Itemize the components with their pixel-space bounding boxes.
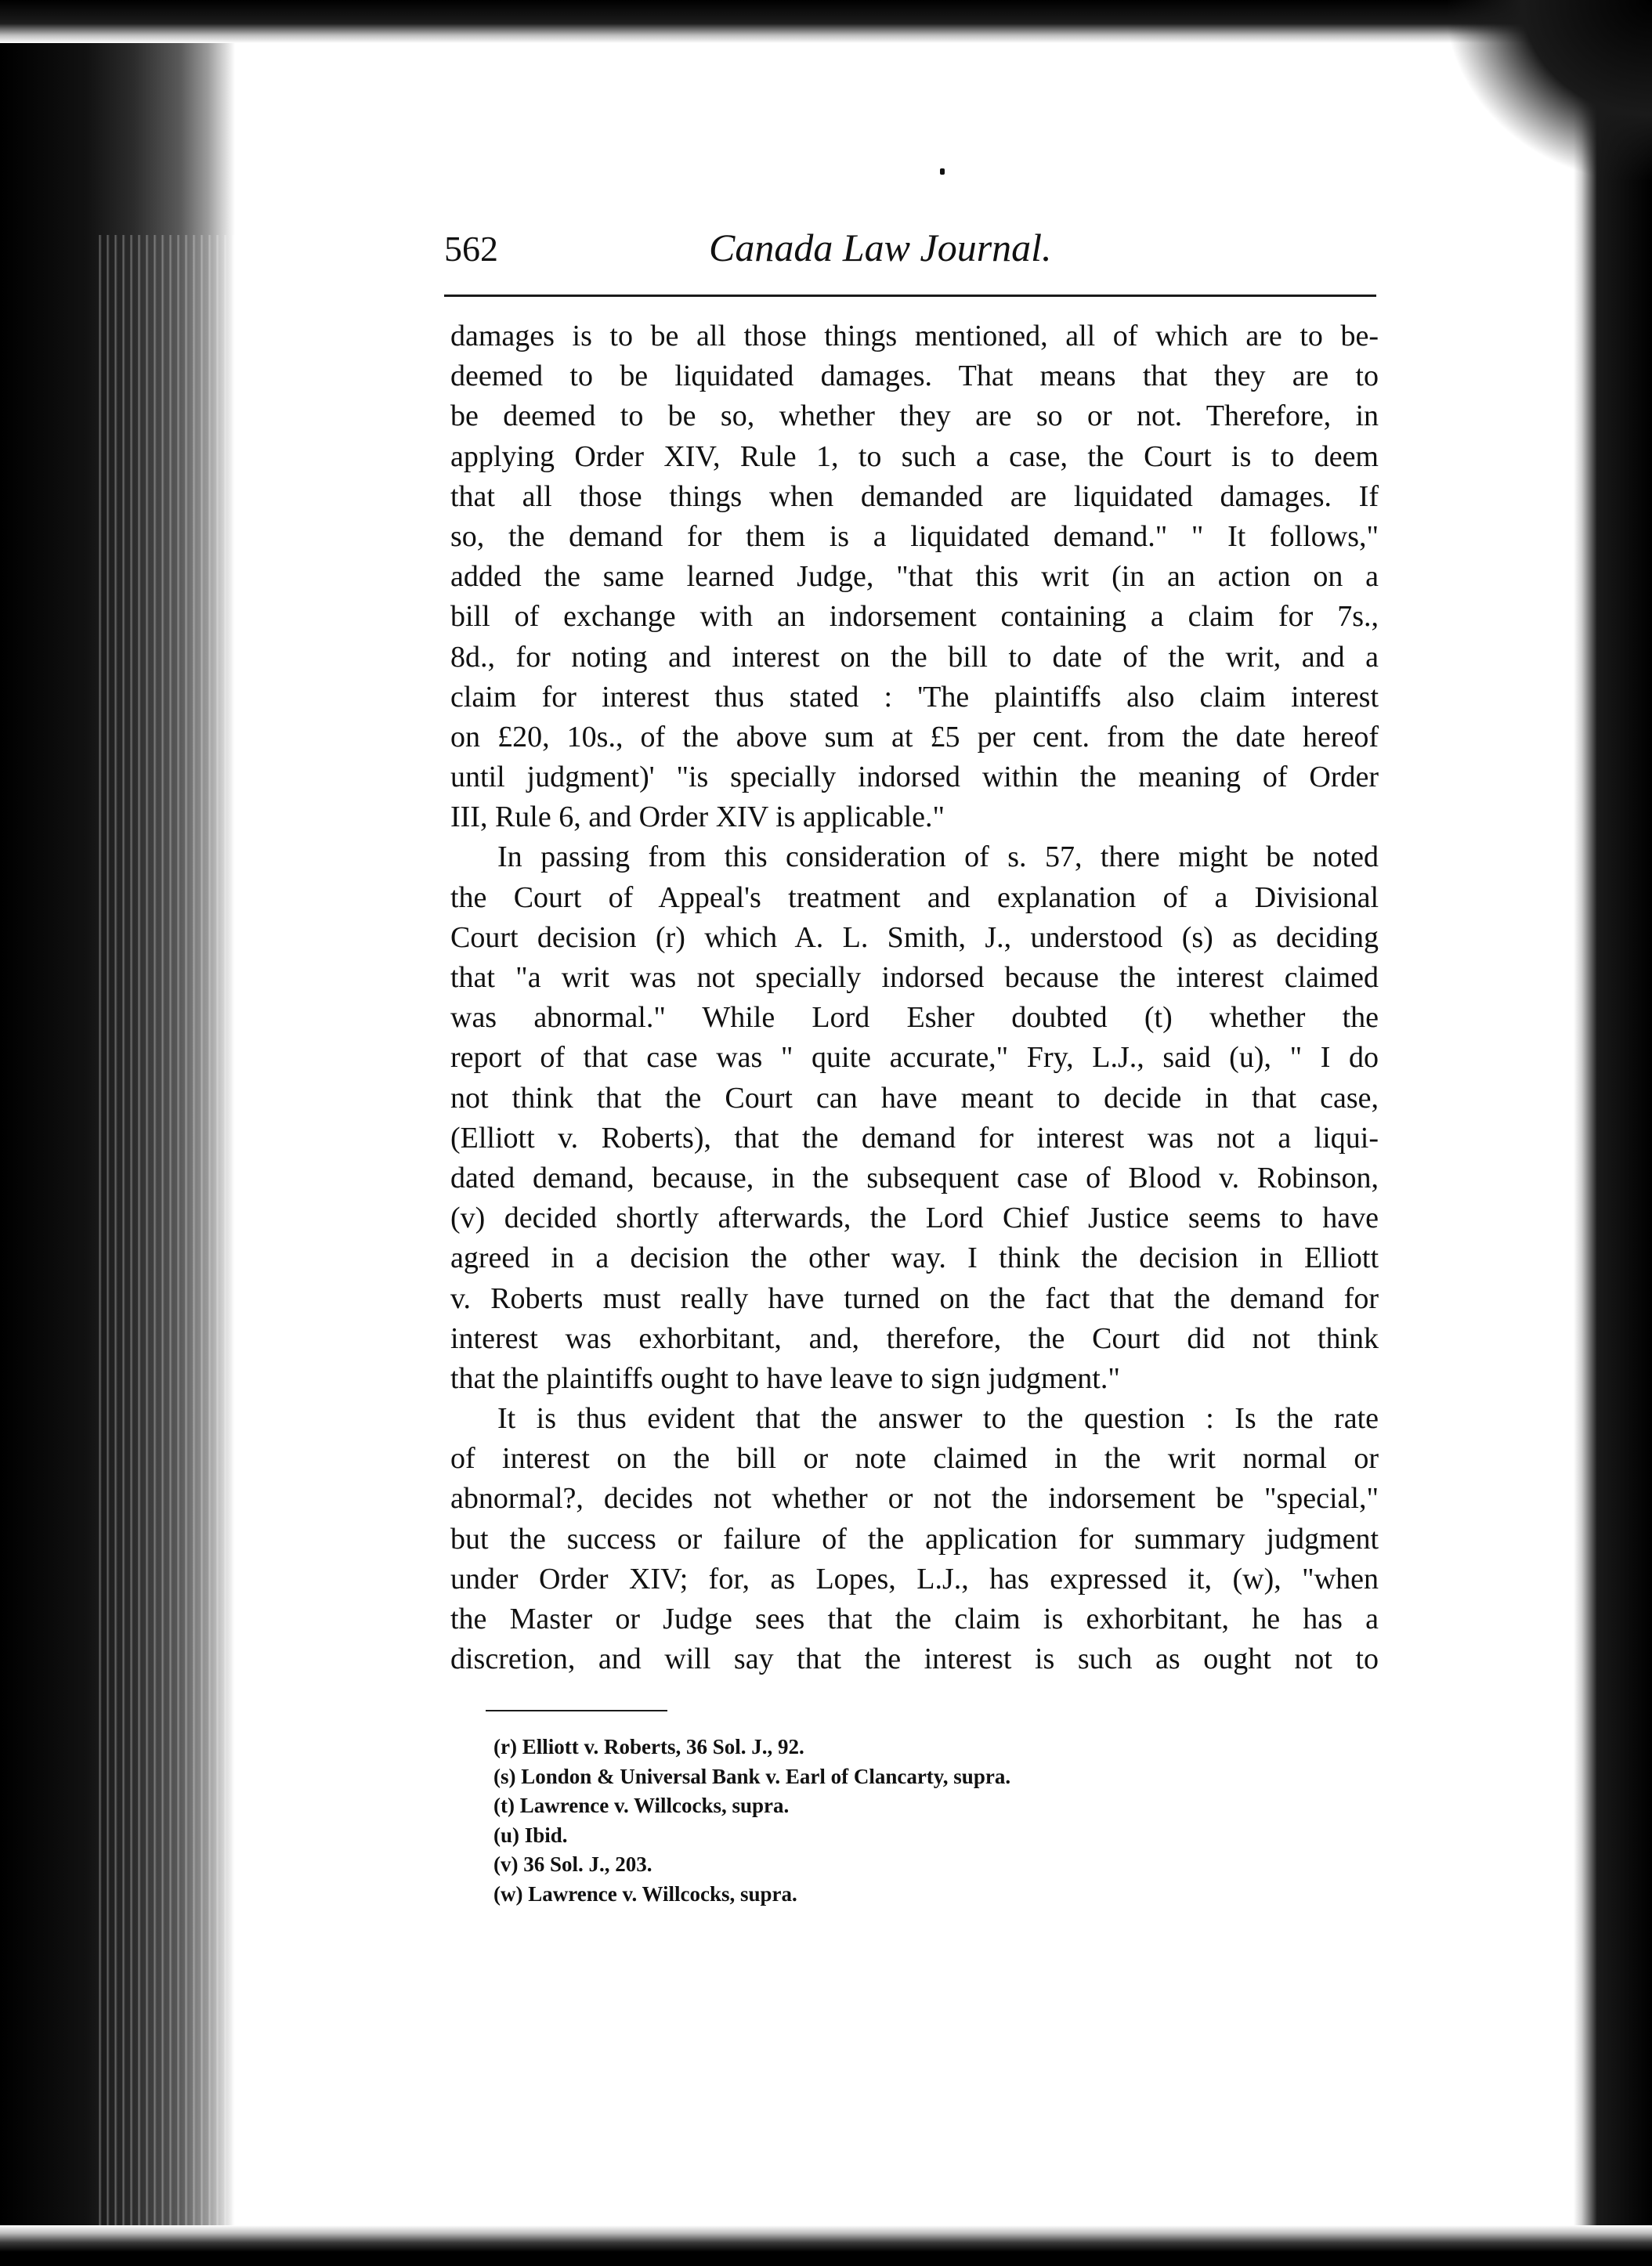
body-line: the Court of Appeal's treatment and explanation of a Divisional xyxy=(450,880,1379,914)
body-line: agreed in a decision the other way. I think the decision in Elliott xyxy=(450,1241,1379,1275)
body-line: under Order XIV; for, as Lopes, L.J., has expressed it, (w), "when xyxy=(450,1562,1379,1596)
body-line: of interest on the bill or note claimed in the writ normal or xyxy=(450,1442,1379,1476)
top-edge-shadow xyxy=(0,0,1652,43)
body-line: added the same learned Judge, "that this writ (in an action on a xyxy=(450,560,1379,594)
body-line: damages is to be all those things mentioned, all of which are to be- xyxy=(450,320,1379,352)
body-line: claim for interest thus stated : 'The plaintiffs also claim interest xyxy=(450,680,1379,714)
body-line: report of that case was " quite accurate," Fry, L.J., said (u), " I do xyxy=(450,1041,1379,1075)
bottom-edge-shadow xyxy=(0,2225,1652,2266)
footnote: (r) Elliott v. Roberts, 36 Sol. J., 92. xyxy=(493,1735,804,1758)
scan-speck xyxy=(940,168,945,175)
right-edge-shadow xyxy=(1574,0,1652,2266)
body-line: interest was exhorbitant, and, therefore, the Court did not think xyxy=(450,1321,1379,1355)
corner-shadow xyxy=(1448,0,1652,180)
footnote: (s) London & Universal Bank v. Earl of Clancarty, supra. xyxy=(493,1764,1011,1788)
body-line: deemed to be liquidated damages. That means that they are to xyxy=(450,360,1379,393)
body-line: dated demand, because, in the subsequent case of Blood v. Robinson, xyxy=(450,1161,1379,1194)
body-line: (Elliott v. Roberts), that the demand for interest was not a liqui- xyxy=(450,1121,1379,1155)
footnote: (u) Ibid. xyxy=(493,1823,568,1847)
body-line: bill of exchange with an indorsement containing a claim for 7s., xyxy=(450,600,1379,634)
footnote-rule xyxy=(486,1710,667,1711)
body-line: on £20, 10s., of the above sum at £5 per cent. from the date hereof xyxy=(450,720,1379,754)
body-line: so, the demand for them is a liquidated demand." " It follows," xyxy=(450,519,1379,553)
binding-streaks xyxy=(94,235,243,2240)
footnotes xyxy=(493,1733,1355,1909)
body-line: not think that the Court can have meant to decide in that case, xyxy=(450,1081,1379,1115)
body-line: discretion, and will say that the interest is such as ought not to xyxy=(450,1643,1379,1676)
body-line: (v) decided shortly afterwards, the Lord Chief Justice seems to have xyxy=(450,1202,1379,1235)
footnote: (v) 36 Sol. J., 203. xyxy=(493,1852,652,1876)
body-line: Court decision (r) which A. L. Smith, J., understood (s) as deciding xyxy=(450,920,1379,954)
footnote: (w) Lawrence v. Willcocks, supra. xyxy=(493,1881,797,1906)
body-line: III, Rule 6, and Order XIV is applicable." xyxy=(450,801,945,834)
body-line: until judgment)' "is specially indorsed within the meaning of Order xyxy=(450,761,1379,794)
body-line: that the plaintiffs ought to have leave to sign judgment." xyxy=(450,1361,1120,1395)
body-text xyxy=(450,316,1379,1679)
body-line: applying Order XIV, Rule 1, to such a case, the Court is to deem xyxy=(450,439,1379,473)
body-line: abnormal?, decides not whether or not the indorsement be "special," xyxy=(450,1482,1379,1516)
body-line: be deemed to be so, whether they are so or not. Therefore, in xyxy=(450,399,1379,433)
body-line: v. Roberts must really have turned on the fact that the demand for xyxy=(450,1281,1379,1315)
header-rule xyxy=(444,295,1376,297)
body-line: but the success or failure of the application for summary judgment xyxy=(450,1522,1379,1556)
body-line: that "a writ was not specially indorsed because the interest claimed xyxy=(450,961,1379,994)
footnote: (t) Lawrence v. Willcocks, supra. xyxy=(493,1794,790,1817)
body-line: It is thus evident that the answer to the question : Is the rate xyxy=(497,1402,1379,1436)
body-line: the Master or Judge sees that the claim is exhorbitant, he has a xyxy=(450,1603,1379,1635)
body-line: 8d., for noting and interest on the bill to date of the writ, and a xyxy=(450,640,1379,674)
body-line: In passing from this consideration of s. 57, there might be noted xyxy=(497,840,1379,874)
body-line: that all those things when demanded are liquidated damages. If xyxy=(450,479,1379,513)
page-number: 562 xyxy=(444,229,498,269)
running-head: Canada Law Journal. xyxy=(709,226,1052,269)
body-line: was abnormal." While Lord Esher doubted (t) whether the xyxy=(450,1001,1379,1035)
